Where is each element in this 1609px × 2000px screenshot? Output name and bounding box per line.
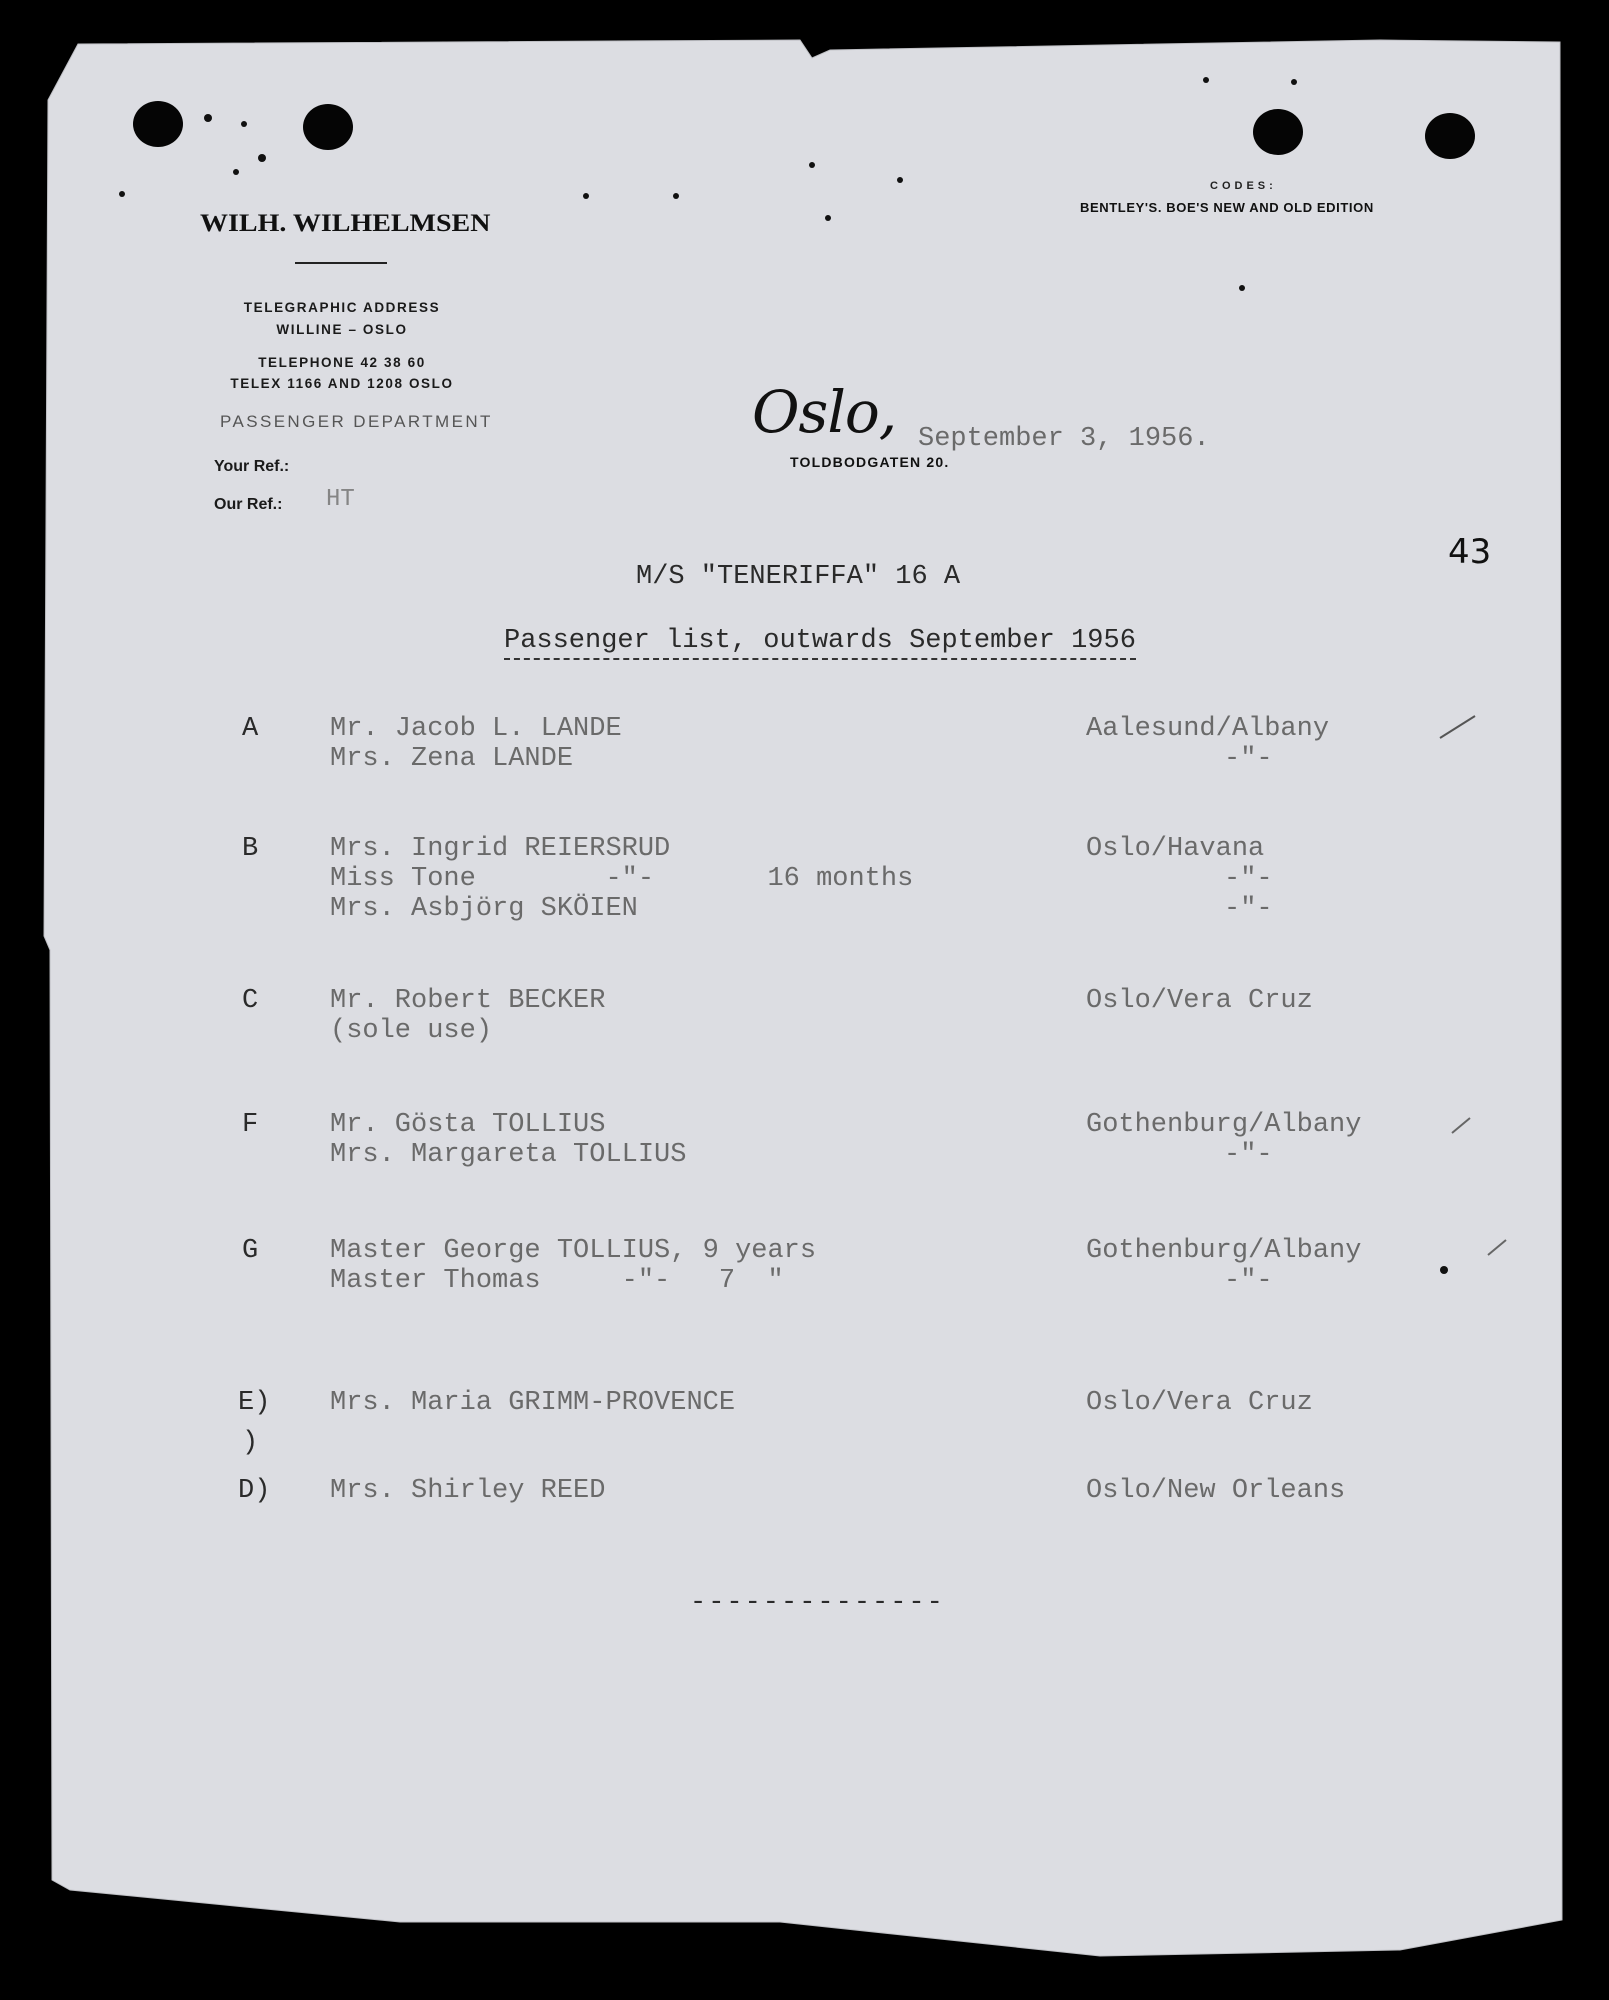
route: Gothenburg/Albany <box>1086 1110 1362 1140</box>
passenger-line: Mrs. Margareta TOLLIUS <box>330 1140 687 1170</box>
route: Oslo/New Orleans <box>1086 1476 1346 1506</box>
passenger-line: Mrs. Shirley REED <box>330 1476 606 1506</box>
passenger-line: Master George TOLLIUS, 9 years <box>330 1236 817 1266</box>
closing-rule: -------------- <box>690 1588 945 1618</box>
punch-hole <box>133 101 183 147</box>
punch-hole <box>303 104 353 150</box>
document-title: Passenger list, outwards September 1956 <box>504 626 1136 660</box>
punch-hole <box>1253 109 1303 155</box>
passenger-line: Miss Tone -"- 16 months <box>330 864 914 894</box>
company-name: WILH. WILHELMSEN <box>200 209 491 238</box>
cabin-label: F <box>242 1110 259 1140</box>
passenger-line: Mrs. Maria GRIMM-PROVENCE <box>330 1388 736 1418</box>
street-address: TOLDBODGATEN 20. <box>790 454 950 470</box>
our-ref-label: Our Ref.: <box>214 496 283 513</box>
route-ditto: -"- <box>1224 864 1273 894</box>
passenger-line: Mrs. Asbjörg SKÖIEN <box>330 894 638 924</box>
letter-date: September 3, 1956. <box>918 424 1210 454</box>
department: PASSENGER DEPARTMENT <box>220 412 493 431</box>
route-ditto: -"- <box>1224 894 1273 924</box>
route: Gothenburg/Albany <box>1086 1236 1362 1266</box>
passenger-line: Mr. Robert BECKER <box>330 986 606 1016</box>
route-ditto: -"- <box>1224 1266 1273 1296</box>
telegraphic-label: TELEGRAPHIC ADDRESS <box>243 300 441 315</box>
page-number: 43 <box>1448 532 1492 572</box>
vessel-name: M/S "TENERIFFA" 16 A <box>636 562 961 592</box>
passenger-line: Mr. Jacob L. LANDE <box>330 714 622 744</box>
passenger-line: Mrs. Ingrid REIERSRUD <box>330 834 671 864</box>
our-ref-value: HT <box>326 486 355 513</box>
cabin-label: E) <box>238 1388 271 1418</box>
passenger-line: (sole use) <box>330 1016 493 1046</box>
cabin-label: B <box>242 834 259 864</box>
cabin-label: D) <box>238 1476 271 1506</box>
codes-value: BENTLEY'S. BOE'S NEW AND OLD EDITION <box>1080 200 1374 215</box>
divider <box>295 262 387 264</box>
route: Oslo/Vera Cruz <box>1086 1388 1313 1418</box>
cabin-label: C <box>242 986 259 1016</box>
your-ref-label: Your Ref.: <box>214 458 290 475</box>
cabin-label: ) <box>242 1428 259 1458</box>
cabin-label: G <box>242 1236 259 1266</box>
route: Aalesund/Albany <box>1086 714 1330 744</box>
telephone: TELEPHONE 42 38 60 <box>258 355 426 370</box>
passenger-line: Master Thomas -"- 7 " <box>330 1266 784 1296</box>
route-ditto: -"- <box>1224 1140 1273 1170</box>
passenger-line: Mr. Gösta TOLLIUS <box>330 1110 606 1140</box>
telex: TELEX 1166 AND 1208 OSLO <box>230 376 454 391</box>
punch-hole <box>1425 113 1475 159</box>
route: Oslo/Havana <box>1086 834 1265 864</box>
passenger-line: Mrs. Zena LANDE <box>330 744 574 774</box>
route: Oslo/Vera Cruz <box>1086 986 1313 1016</box>
codes-label: CODES: <box>1210 180 1277 192</box>
telegraphic-address: WILLINE – OSLO <box>276 322 408 337</box>
city-script: Oslo, <box>752 378 897 446</box>
route-ditto: -"- <box>1224 744 1273 774</box>
cabin-label: A <box>242 714 259 744</box>
